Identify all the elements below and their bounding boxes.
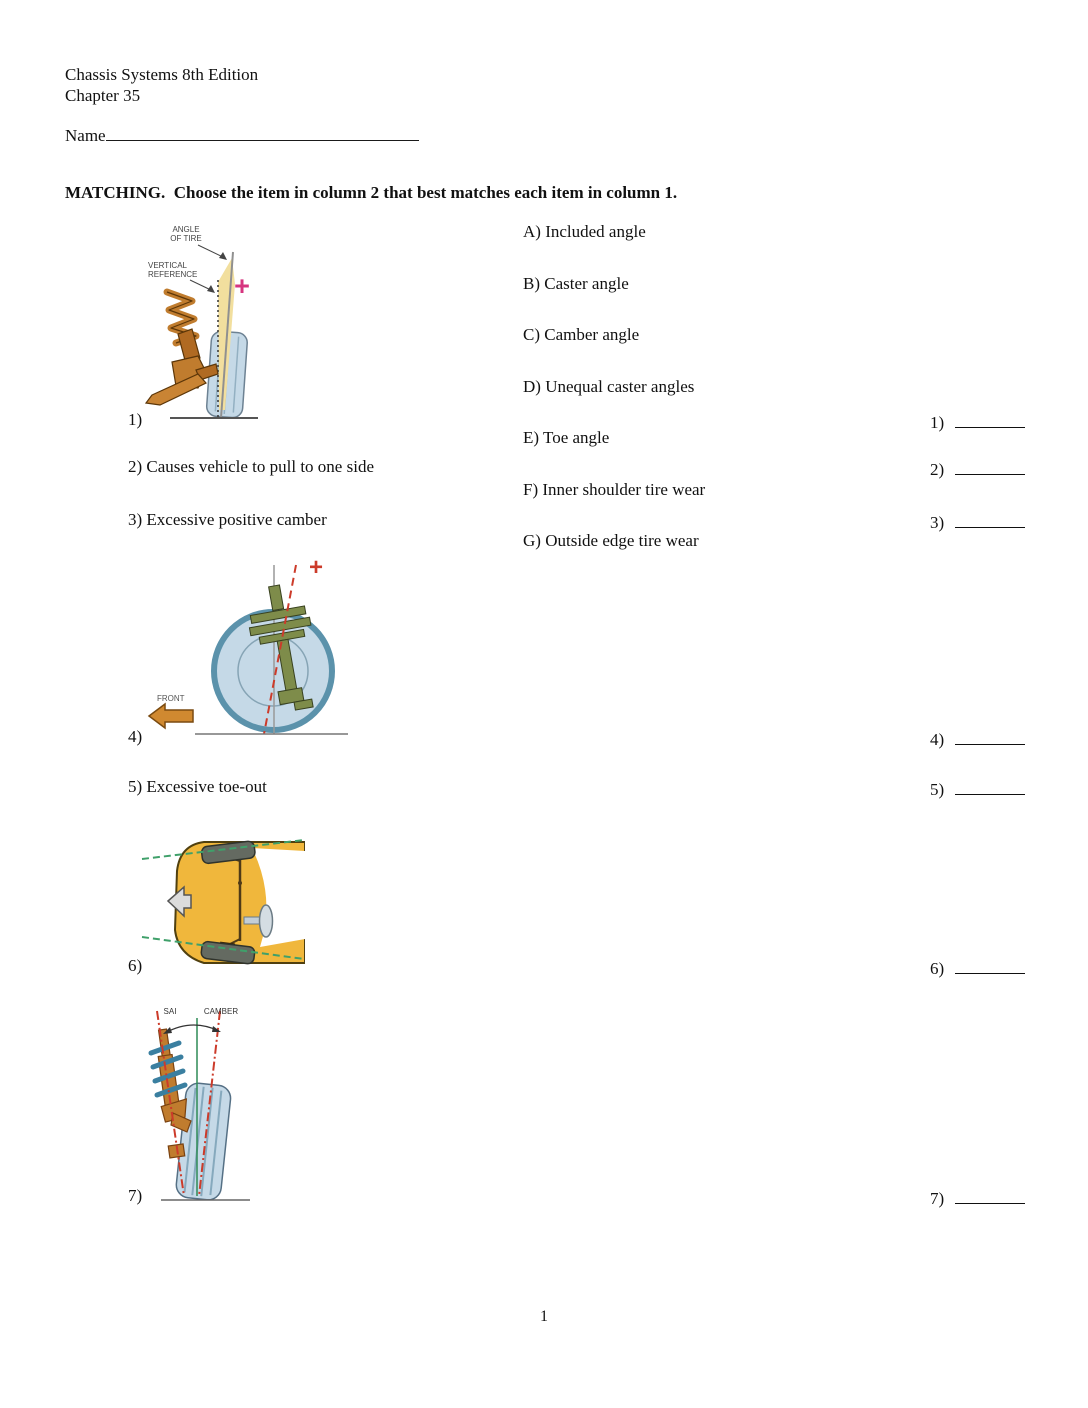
option-letter: B): [523, 274, 540, 293]
option-letter: G): [523, 531, 541, 550]
linkage-joint: [238, 881, 242, 885]
option-text: Outside edge tire wear: [545, 531, 699, 550]
item-number: 7): [128, 1186, 143, 1205]
match-option-e: [523, 428, 609, 448]
front-label: FRONT: [157, 694, 185, 703]
option-text: Toe angle: [543, 428, 610, 447]
column1-item-3: [128, 510, 327, 530]
option-letter: F): [523, 480, 539, 499]
answer-row-5: [930, 777, 1025, 800]
match-option-g: [523, 531, 699, 551]
option-text: Caster angle: [544, 274, 629, 293]
option-text: Inner shoulder tire wear: [542, 480, 706, 499]
match-option-c: [523, 325, 639, 345]
answer-number: 2): [930, 460, 945, 479]
item-number: 4): [128, 727, 143, 746]
page-number: 1: [540, 1308, 548, 1325]
item-text: Excessive toe-out: [146, 777, 267, 796]
answer-blank-line: [955, 956, 1025, 974]
camber-angle-diagram-image: [140, 222, 280, 427]
match-option-a: [523, 222, 646, 242]
item-number: 6): [128, 956, 143, 975]
match-option-b: [523, 274, 629, 294]
toe-top-view-diagram-image: [140, 835, 305, 970]
name-row: [65, 123, 419, 146]
column1-item-2: [128, 457, 374, 477]
doc-chapter: Chapter 35: [65, 86, 141, 105]
option-letter: E): [523, 428, 540, 447]
item-text: Causes vehicle to pull to one side: [146, 457, 374, 476]
column1-item-5: [128, 777, 267, 797]
column1-item-7: [128, 1186, 142, 1206]
arc-arrowhead: [212, 1026, 221, 1032]
item-text: Excessive positive camber: [146, 510, 327, 529]
item-number: 2): [128, 457, 143, 476]
answer-number: 7): [930, 1189, 945, 1208]
angle-of-tire-label: OF TIRE: [170, 234, 202, 243]
answer-blank-line: [955, 510, 1025, 528]
name-label: Name: [65, 126, 106, 145]
answer-row-6: [930, 956, 1025, 979]
sai-camber-diagram-image: [145, 1005, 270, 1205]
vertical-reference-label: VERTICAL: [148, 261, 187, 270]
answer-row-3: [930, 510, 1025, 533]
front-direction-arrow-icon: [149, 704, 193, 728]
option-text: Included angle: [545, 222, 646, 241]
instructions: MATCHING. Choose the item in column 2 that best matches each item in column 1.: [65, 183, 678, 202]
answer-number: 5): [930, 780, 945, 799]
item-number: 3): [128, 510, 143, 529]
sai-label: SAI: [163, 1007, 177, 1016]
answer-blank-line: [955, 410, 1025, 428]
answer-row-2: [930, 457, 1025, 480]
steering-wheel: [260, 905, 273, 937]
positive-caster-plus-sign: +: [308, 554, 324, 581]
option-text: Unequal caster angles: [545, 377, 695, 396]
answer-row-4: [930, 727, 1025, 750]
positive-camber-plus-sign: +: [234, 271, 250, 301]
camber-label: CAMBER: [203, 1007, 239, 1016]
name-blank-line: [106, 123, 419, 141]
answer-number: 4): [930, 730, 945, 749]
angle-arc: [165, 1025, 219, 1033]
match-option-d: [523, 377, 694, 397]
answer-number: 1): [930, 413, 945, 432]
answer-row-7: [930, 1186, 1025, 1209]
doc-title: Chassis Systems 8th Edition: [65, 65, 259, 84]
answer-number: 3): [930, 513, 945, 532]
option-letter: A): [523, 222, 541, 241]
strut-spring: [146, 292, 218, 405]
column1-item-4: [128, 727, 142, 747]
answer-blank-line: [955, 727, 1025, 745]
vertical-reference-label: REFERENCE: [148, 270, 198, 279]
item-number: 1): [128, 410, 143, 429]
item-number: 5): [128, 777, 143, 796]
option-letter: C): [523, 325, 540, 344]
match-option-f: [523, 480, 705, 500]
answer-number: 6): [930, 959, 945, 978]
answer-row-1: [930, 410, 1025, 433]
caster-angle-diagram-image: [145, 553, 350, 748]
answer-blank-line: [955, 777, 1025, 795]
answer-blank-line: [955, 457, 1025, 475]
option-letter: D): [523, 377, 541, 396]
option-text: Camber angle: [544, 325, 640, 344]
angle-of-tire-label: ANGLE: [172, 225, 200, 234]
answer-blank-line: [955, 1186, 1025, 1204]
